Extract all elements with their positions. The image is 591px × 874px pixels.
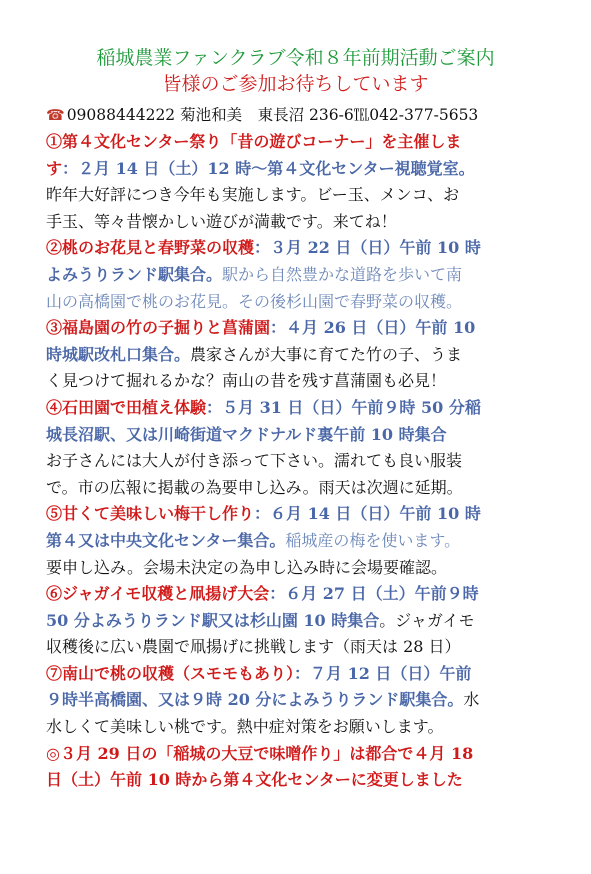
contact-info [46, 103, 478, 127]
phone-icon: ☎ [46, 106, 65, 124]
event-line [46, 342, 566, 369]
event-text-black: 要申し込み。会場未決定の為申し込み時に会場要確認。 [46, 557, 447, 577]
event-line [46, 475, 566, 502]
event-line [46, 687, 566, 714]
event-line [46, 262, 566, 289]
event-text-red: ⑦南山で桃の収穫（スモモもあり） [46, 663, 295, 683]
event-text-black: 収穫後に広い農園で凧揚げに挑戦します（雨天は 28 日） [46, 637, 461, 657]
event-text-black: 手玉、等々昔懐かしい遊びが満載です。来てね！ [46, 211, 397, 231]
event-line [46, 368, 566, 395]
event-text-blue: ：７月 12 日（日）午前 [294, 663, 472, 683]
contact-text: 09088444222 菊池和美 東長沼 236-6℡042-377-5653 [66, 106, 479, 124]
event-text-black: く見つけて掘れるかな？南山の昔を残す菖蒲園も必見！ [46, 371, 447, 391]
event-text-blue: 第４又は中央文化センター集合。 [46, 530, 286, 550]
event-line [46, 209, 566, 236]
event-text-red: ⑤甘くて美味しい梅干し作り [46, 504, 255, 524]
event-text-blue: ：２月 14 日（土）12 時〜第４文化センター視聴覚室。 [62, 158, 475, 178]
event-text-black: お子さんには大人が付き添って下さい。濡れても良い服装 [46, 451, 463, 471]
event-text-red: す [46, 158, 63, 178]
event-line [46, 182, 566, 209]
event-item [46, 315, 566, 395]
event-item [46, 501, 566, 581]
event-text-blue: ：５月 31 日（日）午前９時 50 分稲 [206, 397, 481, 417]
event-text-red: ③福島園の竹の子掘りと菖蒲園 [46, 318, 271, 338]
event-text-blue: ：６月 14 日（日）午前 10 時 [254, 504, 481, 524]
event-text-blue: ：４月 26 日（日）午前 10 [270, 318, 476, 338]
event-text-red: ◎３月 29 日の「稲城の大豆で味噌作り」は都合で４月 18 [46, 743, 474, 763]
event-item [46, 741, 566, 794]
event-text-red: ④石田園で田植え体験 [46, 397, 207, 417]
event-text-red: ①第４文化センター祭り「昔の遊びコーナー」を主催しま [46, 132, 462, 151]
event-item [46, 235, 566, 315]
event-text-blue: 50 分よみうりランド駅又は杉山園 10 時集合 [46, 610, 380, 630]
event-line [46, 289, 566, 316]
event-item [46, 129, 566, 235]
event-line [46, 555, 566, 582]
event-line [46, 235, 566, 262]
event-text-black: 水しくて美味しい桃です。熱中症対策をお願いします。 [46, 717, 444, 737]
event-item [46, 581, 566, 661]
event-line [46, 156, 566, 183]
event-list [46, 129, 566, 794]
event-text-blue: 時城駅改札口集合。 [46, 344, 191, 364]
page-subtitle: 皆様のご参加お待ちしています [162, 73, 429, 95]
event-line [46, 501, 566, 528]
event-text-red: ②桃のお花見と春野菜の収穫 [46, 238, 255, 258]
event-text-red: 日（土）午前 10 時から第４文化センターに変更しました [46, 770, 463, 790]
event-item [46, 395, 566, 501]
event-line [46, 448, 566, 475]
event-line [46, 661, 566, 688]
event-line [46, 129, 566, 156]
event-text-black: で。市の広報に掲載の為要申し込み。雨天は次週に延期。 [46, 477, 463, 497]
event-item [46, 661, 566, 741]
event-line [46, 608, 566, 635]
event-text-black: 農家さんが大事に育てた竹の子、うま [190, 344, 463, 364]
event-text-gray: 稲城産の梅を使います。 [285, 530, 461, 550]
event-line [46, 741, 566, 768]
event-text-black: 。ジャガイモ [379, 610, 475, 630]
event-line [46, 422, 566, 449]
event-text-red: ⑥ジャガイモ収穫と凧揚げ大会 [46, 584, 270, 604]
event-line [46, 395, 566, 422]
page-title: 稲城農業ファンクラブ令和８年前期活動ご案内 [96, 47, 495, 69]
event-line [46, 634, 566, 661]
event-text-blue: ：３月 22 日（日）午前 10 時 [254, 238, 481, 258]
event-line [46, 714, 566, 741]
event-line [46, 581, 566, 608]
event-text-blue: ９時半高橋園、又は９時 20 分によみうりランド駅集合。 [46, 690, 464, 710]
event-text-blue: 城長沼駅、又は川崎街道マクドナルド裏午前 10 時集合 [46, 424, 447, 444]
event-text-black: 水 [463, 690, 480, 710]
event-line [46, 767, 566, 794]
event-text-blue: ：６月 27 日（土）午前９時 [269, 584, 479, 604]
event-line [46, 528, 566, 555]
event-line [46, 315, 566, 342]
event-text-gray: 山の高橋園で桃のお花見。その後杉山園で春野菜の収穫。 [46, 291, 463, 311]
event-text-gray: 駅から自然豊かな道路を歩いて南 [222, 264, 463, 284]
event-text-blue: よみうりランド駅集合。 [46, 264, 223, 284]
event-text-black: 昨年大好評につき今年も実施します。ビー玉、メンコ、お [46, 185, 460, 205]
